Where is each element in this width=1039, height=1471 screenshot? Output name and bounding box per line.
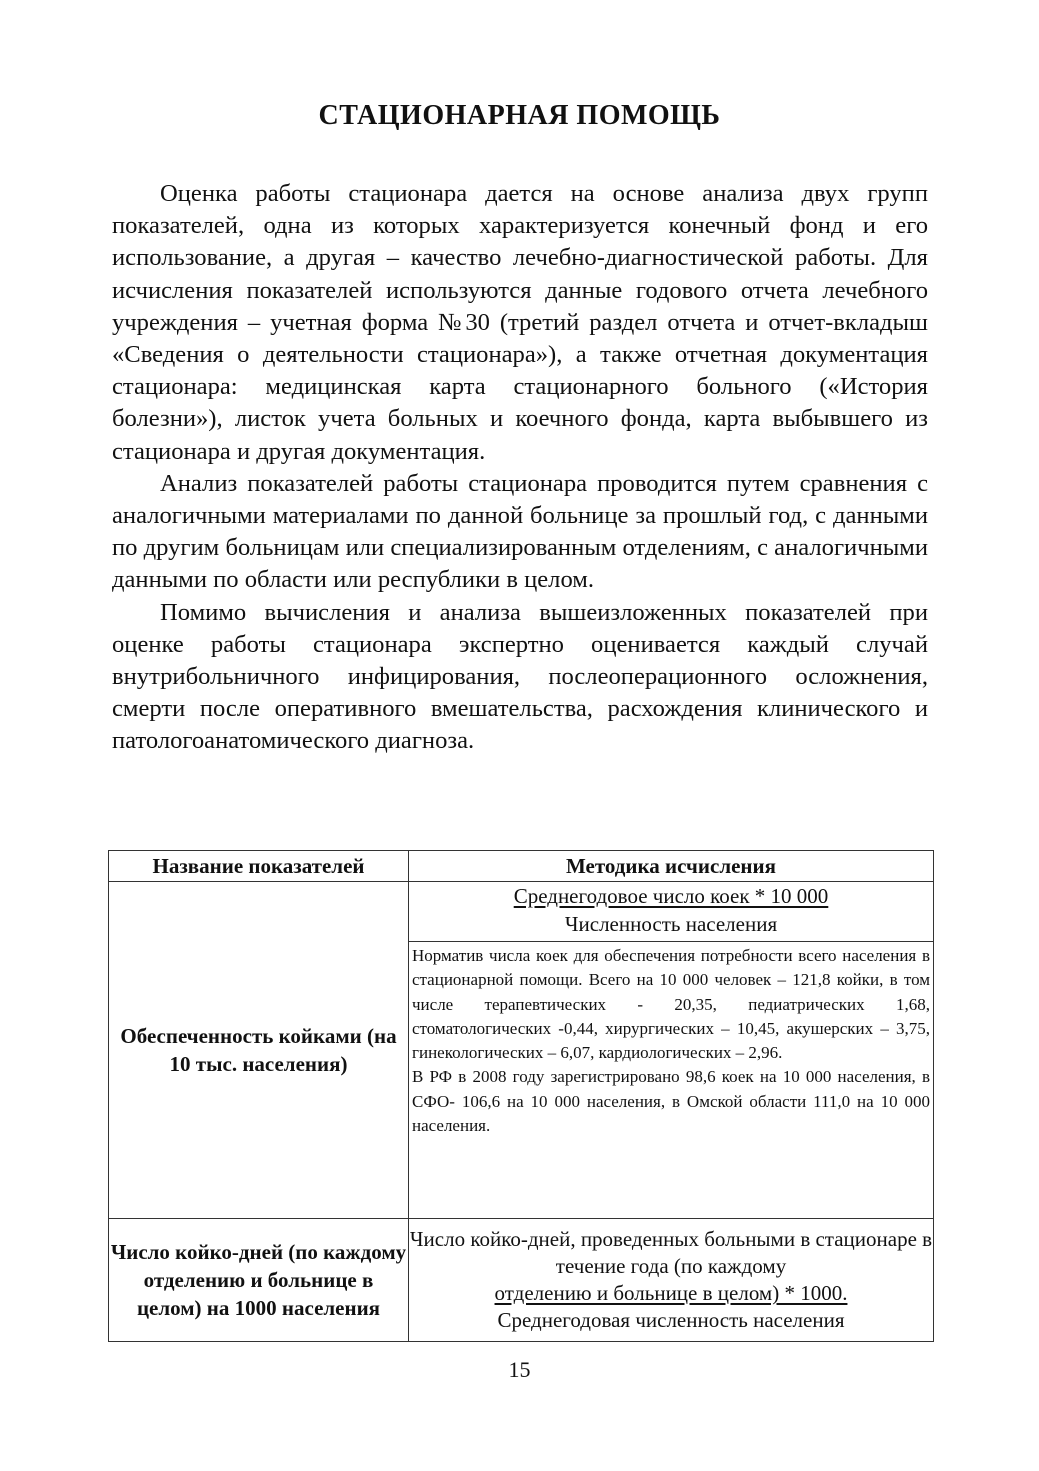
formula-numerator: Среднегодовое число коек * 10 000: [513, 884, 829, 908]
formula-denominator: Численность населения: [564, 912, 778, 936]
page-number: 15: [508, 1357, 531, 1382]
indicators-table: [108, 850, 934, 1342]
norm-note-stats: В РФ в 2008 году зарегистрировано 98,6 коек на 10 000 населения, в СФО- 106,6 на 10 000 населения, в Омской области 111,0 на 10 000 населения.: [412, 1067, 930, 1136]
formula-numerator: [409, 1226, 933, 1307]
formula: [409, 882, 933, 941]
norm-note-text: Норматив числа коек для обеспечения потребности всего населения в стационарной помощи. Всего на 10 000 человек – 121,8 койки, в том числе терапевтических - 20,35, педиатрических 1,68, стоматологических -0,44, хирургических – 10,45, акушерских – 3,75, гинекологических – 6,07, кардиологических – 2,96.: [412, 946, 930, 1063]
header-indicator-name: Название показателей: [109, 851, 409, 882]
header-calculation-method: Методика исчисления: [409, 851, 934, 882]
table-row: [109, 1219, 934, 1342]
page-title: СТАЦИОНАРНАЯ ПОМОЩЬ: [318, 100, 721, 131]
norm-note: [409, 941, 933, 1138]
table-row: [109, 882, 934, 1219]
paragraph-3: Помимо вычисления и анализа вышеизложенных показателей при оценке работы стационара экспертно оценивается каждый случай внутрибольничного инфицирования, послеоперационного осложнения, смерти после оперативного вмешательства, расхождения клинического и патологоанатомического диагноза.: [112, 598, 928, 755]
formula-numerator-text: Число койко-дней, проведенных больными в стационаре в течение года (по каждому: [409, 1227, 933, 1278]
paragraph-2: Анализ показателей работы стационара проводится путем сравнения с аналогичными материалами по данной больнице за прошлый год, с данными по другим больницам или специализированным отделениям, с аналогичными данными по области или республики в целом.: [112, 469, 928, 594]
indicator-name: Обеспеченность койками (на 10 тыс. населения): [109, 882, 409, 1219]
calculation-method: [409, 882, 934, 1219]
formula-numerator-underlined: отделению и больнице в целом) * 1000.: [494, 1281, 848, 1305]
body-text: [112, 178, 928, 758]
calculation-method: [409, 1219, 934, 1342]
table-header-row: [109, 851, 934, 882]
paragraph-1: Оценка работы стационара дается на основе анализа двух групп показателей, одна из которых характеризуется конечный фонд и его использование, а другая – качество лечебно-диагностической работы. Для исчисления показателей используются данные годового отчета лечебного учреждения – учетная форма №30 (третий раздел отчета и отчет-вкладыш «Сведения о деятельности стационара»), а также отчетная документация стационара: медицинская карта стационарного больного («История болезни»), листок учета больных и коечного фонда, карта выбывшего из стационара и другая документация.: [112, 180, 928, 465]
formula-denominator: Среднегодовая численность населения: [497, 1308, 845, 1332]
indicator-name: Число койко-дней (по каждому отделению и больнице в целом) на 1000 населения: [109, 1219, 409, 1342]
